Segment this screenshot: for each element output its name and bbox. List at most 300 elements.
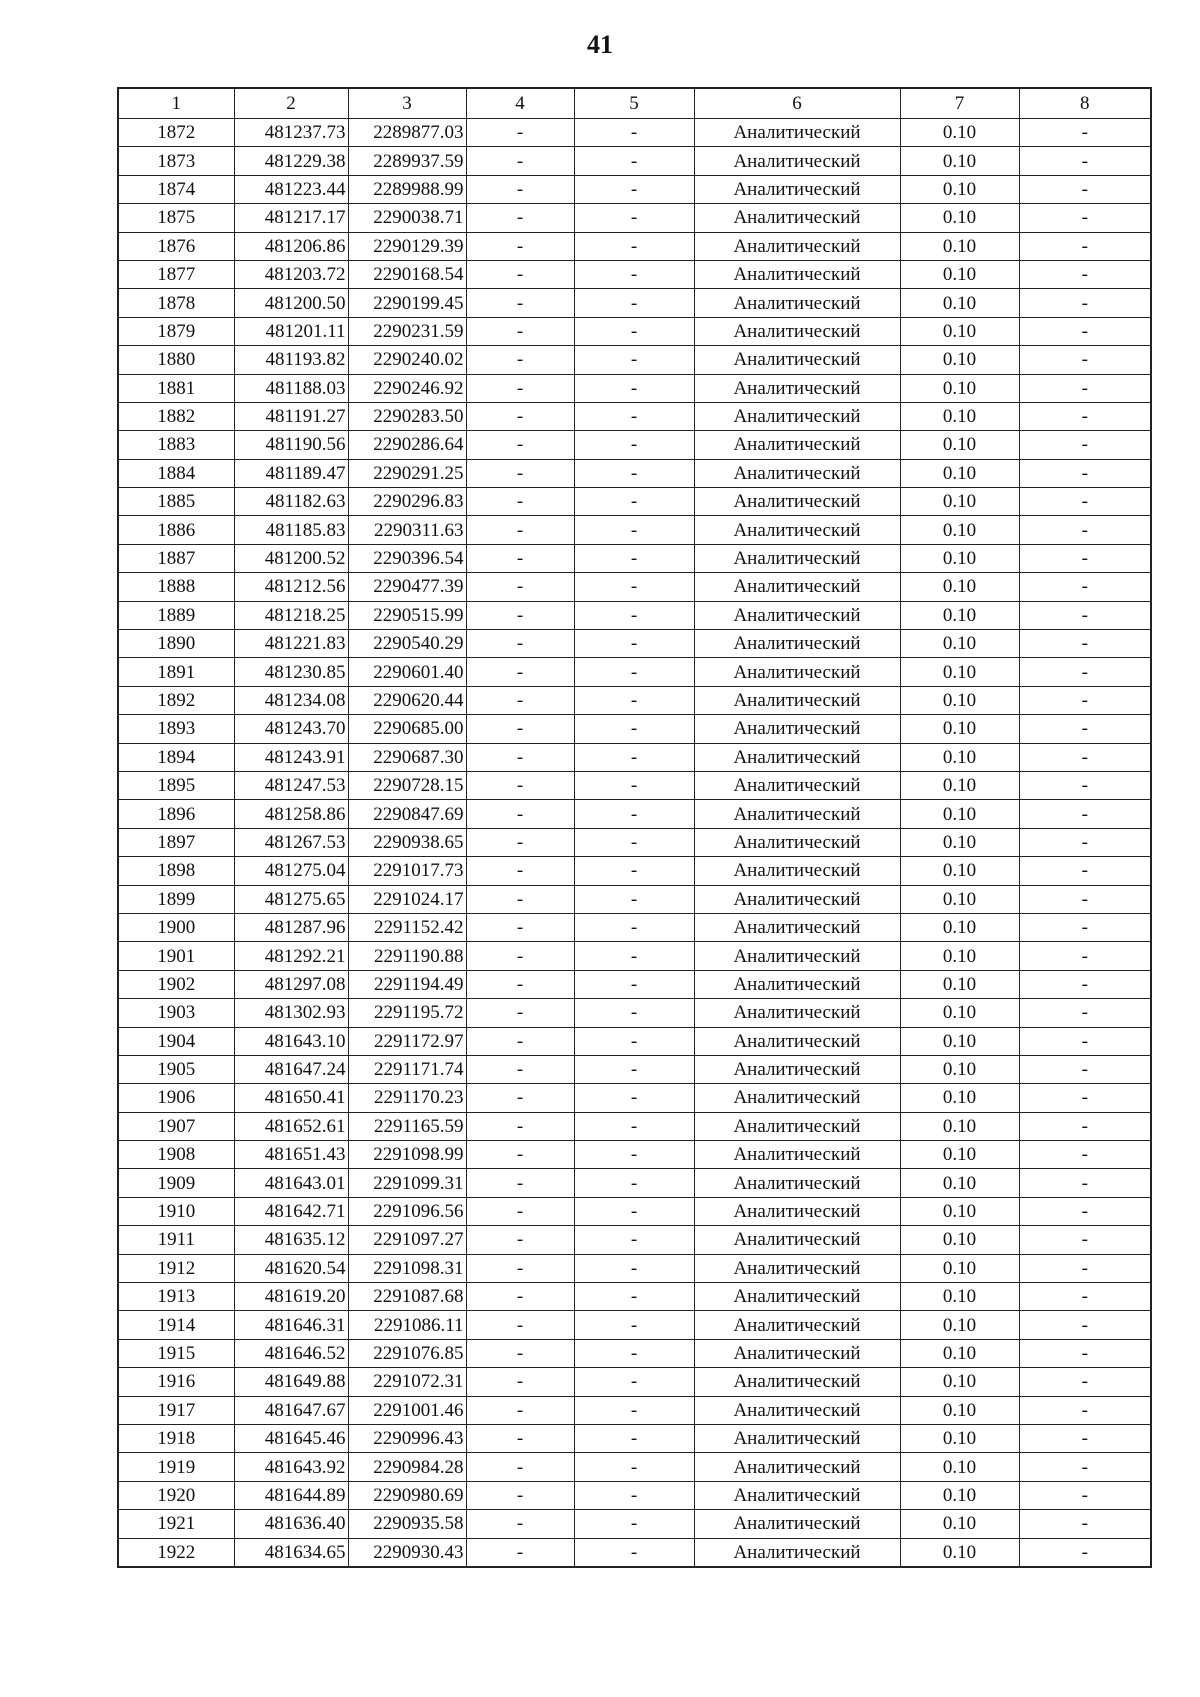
cell-point-number: 1922 — [118, 1538, 234, 1567]
cell-point-number: 1883 — [118, 431, 234, 459]
table-row — [118, 1283, 1151, 1311]
cell-point-number: 1901 — [118, 942, 234, 970]
cell-method: Аналитический — [694, 771, 900, 799]
cell-coord-x: 481201.11 — [234, 317, 348, 345]
cell-point-number: 1912 — [118, 1254, 234, 1282]
table-row — [118, 488, 1151, 516]
cell-point-number: 1880 — [118, 346, 234, 374]
cell-col-4: - — [466, 686, 574, 714]
cell-method: Аналитический — [694, 999, 900, 1027]
cell-accuracy: 0.10 — [900, 1027, 1019, 1055]
cell-coord-y: 2290231.59 — [348, 317, 466, 345]
cell-method: Аналитический — [694, 431, 900, 459]
cell-col-4: - — [466, 431, 574, 459]
cell-coord-x: 481243.91 — [234, 743, 348, 771]
cell-method: Аналитический — [694, 1311, 900, 1339]
cell-col-4: - — [466, 885, 574, 913]
cell-method: Аналитический — [694, 1339, 900, 1367]
cell-col-5: - — [574, 1283, 694, 1311]
cell-coord-x: 481191.27 — [234, 402, 348, 430]
cell-accuracy: 0.10 — [900, 999, 1019, 1027]
cell-coord-y: 2291072.31 — [348, 1368, 466, 1396]
cell-point-number: 1877 — [118, 260, 234, 288]
cell-coord-y: 2291098.31 — [348, 1254, 466, 1282]
table-row — [118, 1538, 1151, 1567]
cell-col-8: - — [1019, 175, 1151, 203]
table-row — [118, 431, 1151, 459]
column-header-1: 1 — [118, 88, 234, 119]
cell-point-number: 1921 — [118, 1510, 234, 1538]
cell-accuracy: 0.10 — [900, 828, 1019, 856]
cell-col-4: - — [466, 658, 574, 686]
cell-coord-x: 481645.46 — [234, 1424, 348, 1452]
cell-coord-x: 481200.52 — [234, 544, 348, 572]
cell-method: Аналитический — [694, 1084, 900, 1112]
cell-point-number: 1910 — [118, 1197, 234, 1225]
cell-accuracy: 0.10 — [900, 431, 1019, 459]
cell-point-number: 1902 — [118, 970, 234, 998]
table-row — [118, 459, 1151, 487]
cell-col-8: - — [1019, 431, 1151, 459]
cell-col-5: - — [574, 658, 694, 686]
cell-col-5: - — [574, 516, 694, 544]
cell-method: Аналитический — [694, 260, 900, 288]
cell-point-number: 1872 — [118, 119, 234, 147]
cell-coord-y: 2290296.83 — [348, 488, 466, 516]
cell-coord-x: 481234.08 — [234, 686, 348, 714]
column-header-3: 3 — [348, 88, 466, 119]
cell-col-8: - — [1019, 601, 1151, 629]
cell-coord-x: 481230.85 — [234, 658, 348, 686]
cell-coord-x: 481190.56 — [234, 431, 348, 459]
cell-coord-y: 2290540.29 — [348, 630, 466, 658]
cell-coord-y: 2290038.71 — [348, 204, 466, 232]
cell-accuracy: 0.10 — [900, 601, 1019, 629]
cell-col-8: - — [1019, 1510, 1151, 1538]
cell-col-5: - — [574, 374, 694, 402]
cell-col-5: - — [574, 913, 694, 941]
cell-coord-y: 2291097.27 — [348, 1226, 466, 1254]
cell-point-number: 1885 — [118, 488, 234, 516]
cell-coord-x: 481302.93 — [234, 999, 348, 1027]
cell-col-5: - — [574, 544, 694, 572]
cell-col-8: - — [1019, 1141, 1151, 1169]
cell-coord-x: 481292.21 — [234, 942, 348, 970]
cell-col-5: - — [574, 1538, 694, 1567]
cell-col-4: - — [466, 1368, 574, 1396]
coordinates-table — [117, 87, 1152, 1568]
table-row — [118, 374, 1151, 402]
cell-accuracy: 0.10 — [900, 573, 1019, 601]
cell-col-5: - — [574, 686, 694, 714]
column-header-8: 8 — [1019, 88, 1151, 119]
cell-coord-y: 2289937.59 — [348, 147, 466, 175]
cell-coord-x: 481643.92 — [234, 1453, 348, 1481]
cell-col-8: - — [1019, 204, 1151, 232]
cell-point-number: 1915 — [118, 1339, 234, 1367]
cell-method: Аналитический — [694, 317, 900, 345]
table-row — [118, 630, 1151, 658]
cell-col-4: - — [466, 1283, 574, 1311]
table-row — [118, 544, 1151, 572]
cell-accuracy: 0.10 — [900, 1339, 1019, 1367]
cell-col-5: - — [574, 488, 694, 516]
table-row — [118, 800, 1151, 828]
cell-method: Аналитический — [694, 516, 900, 544]
table-row — [118, 1424, 1151, 1452]
cell-method: Аналитический — [694, 658, 900, 686]
cell-col-8: - — [1019, 1481, 1151, 1509]
cell-col-5: - — [574, 885, 694, 913]
cell-accuracy: 0.10 — [900, 346, 1019, 374]
cell-method: Аналитический — [694, 1055, 900, 1083]
cell-method: Аналитический — [694, 147, 900, 175]
cell-col-8: - — [1019, 1396, 1151, 1424]
cell-col-8: - — [1019, 402, 1151, 430]
cell-col-8: - — [1019, 1084, 1151, 1112]
cell-coord-x: 481218.25 — [234, 601, 348, 629]
cell-coord-y: 2291172.97 — [348, 1027, 466, 1055]
cell-col-8: - — [1019, 715, 1151, 743]
cell-point-number: 1886 — [118, 516, 234, 544]
cell-col-5: - — [574, 1226, 694, 1254]
cell-accuracy: 0.10 — [900, 771, 1019, 799]
cell-coord-x: 481217.17 — [234, 204, 348, 232]
column-header-4: 4 — [466, 88, 574, 119]
cell-accuracy: 0.10 — [900, 630, 1019, 658]
cell-point-number: 1916 — [118, 1368, 234, 1396]
table-row — [118, 402, 1151, 430]
cell-method: Аналитический — [694, 402, 900, 430]
cell-method: Аналитический — [694, 1368, 900, 1396]
cell-col-8: - — [1019, 346, 1151, 374]
cell-coord-x: 481203.72 — [234, 260, 348, 288]
cell-accuracy: 0.10 — [900, 1311, 1019, 1339]
cell-accuracy: 0.10 — [900, 1538, 1019, 1567]
cell-method: Аналитический — [694, 544, 900, 572]
cell-col-4: - — [466, 1311, 574, 1339]
cell-accuracy: 0.10 — [900, 204, 1019, 232]
cell-col-4: - — [466, 402, 574, 430]
cell-point-number: 1893 — [118, 715, 234, 743]
cell-coord-y: 2291170.23 — [348, 1084, 466, 1112]
cell-col-8: - — [1019, 260, 1151, 288]
cell-col-4: - — [466, 488, 574, 516]
cell-coord-x: 481644.89 — [234, 1481, 348, 1509]
cell-method: Аналитический — [694, 1027, 900, 1055]
cell-method: Аналитический — [694, 715, 900, 743]
cell-method: Аналитический — [694, 1226, 900, 1254]
cell-coord-y: 2290129.39 — [348, 232, 466, 260]
cell-method: Аналитический — [694, 630, 900, 658]
cell-col-8: - — [1019, 1538, 1151, 1567]
cell-coord-y: 2291098.99 — [348, 1141, 466, 1169]
cell-col-5: - — [574, 289, 694, 317]
cell-col-8: - — [1019, 771, 1151, 799]
cell-col-5: - — [574, 1112, 694, 1140]
table-row — [118, 857, 1151, 885]
cell-coord-y: 2290685.00 — [348, 715, 466, 743]
cell-col-5: - — [574, 999, 694, 1027]
table-row — [118, 516, 1151, 544]
cell-col-4: - — [466, 913, 574, 941]
cell-accuracy: 0.10 — [900, 1226, 1019, 1254]
cell-col-4: - — [466, 800, 574, 828]
cell-col-5: - — [574, 1424, 694, 1452]
cell-method: Аналитический — [694, 1141, 900, 1169]
cell-col-8: - — [1019, 488, 1151, 516]
cell-coord-x: 481185.83 — [234, 516, 348, 544]
cell-method: Аналитический — [694, 601, 900, 629]
cell-col-8: - — [1019, 999, 1151, 1027]
table-row — [118, 346, 1151, 374]
cell-point-number: 1894 — [118, 743, 234, 771]
cell-coord-x: 481193.82 — [234, 346, 348, 374]
cell-accuracy: 0.10 — [900, 402, 1019, 430]
cell-accuracy: 0.10 — [900, 1396, 1019, 1424]
cell-col-4: - — [466, 743, 574, 771]
cell-method: Аналитический — [694, 1510, 900, 1538]
table-row — [118, 119, 1151, 147]
cell-col-5: - — [574, 1254, 694, 1282]
cell-coord-y: 2291087.68 — [348, 1283, 466, 1311]
cell-coord-x: 481287.96 — [234, 913, 348, 941]
cell-coord-y: 2290240.02 — [348, 346, 466, 374]
cell-coord-y: 2290930.43 — [348, 1538, 466, 1567]
cell-coord-y: 2291195.72 — [348, 999, 466, 1027]
cell-accuracy: 0.10 — [900, 1424, 1019, 1452]
cell-col-5: - — [574, 1055, 694, 1083]
cell-col-5: - — [574, 175, 694, 203]
table-row — [118, 1169, 1151, 1197]
cell-col-8: - — [1019, 828, 1151, 856]
cell-coord-y: 2290291.25 — [348, 459, 466, 487]
cell-col-5: - — [574, 771, 694, 799]
cell-accuracy: 0.10 — [900, 743, 1019, 771]
cell-point-number: 1919 — [118, 1453, 234, 1481]
cell-coord-y: 2290847.69 — [348, 800, 466, 828]
cell-col-5: - — [574, 1141, 694, 1169]
cell-accuracy: 0.10 — [900, 317, 1019, 345]
cell-col-4: - — [466, 289, 574, 317]
cell-accuracy: 0.10 — [900, 1453, 1019, 1481]
cell-col-8: - — [1019, 232, 1151, 260]
table-header-row — [118, 88, 1151, 119]
cell-point-number: 1896 — [118, 800, 234, 828]
cell-coord-y: 2290984.28 — [348, 1453, 466, 1481]
cell-col-5: - — [574, 1510, 694, 1538]
cell-col-5: - — [574, 1396, 694, 1424]
cell-point-number: 1913 — [118, 1283, 234, 1311]
cell-point-number: 1873 — [118, 147, 234, 175]
cell-col-4: - — [466, 1141, 574, 1169]
cell-col-4: - — [466, 1084, 574, 1112]
cell-col-5: - — [574, 942, 694, 970]
table-row — [118, 573, 1151, 601]
cell-col-4: - — [466, 771, 574, 799]
cell-col-4: - — [466, 1510, 574, 1538]
cell-coord-x: 481634.65 — [234, 1538, 348, 1567]
cell-coord-x: 481643.10 — [234, 1027, 348, 1055]
cell-coord-y: 2289877.03 — [348, 119, 466, 147]
cell-coord-y: 2291194.49 — [348, 970, 466, 998]
cell-method: Аналитический — [694, 1453, 900, 1481]
cell-col-8: - — [1019, 913, 1151, 941]
cell-col-8: - — [1019, 970, 1151, 998]
cell-method: Аналитический — [694, 289, 900, 317]
page-number: 41 — [587, 30, 613, 59]
cell-col-4: - — [466, 1226, 574, 1254]
cell-col-8: - — [1019, 1254, 1151, 1282]
cell-accuracy: 0.10 — [900, 686, 1019, 714]
cell-coord-y: 2291086.11 — [348, 1311, 466, 1339]
cell-coord-x: 481647.24 — [234, 1055, 348, 1083]
cell-point-number: 1881 — [118, 374, 234, 402]
table-row — [118, 1084, 1151, 1112]
cell-coord-x: 481221.83 — [234, 630, 348, 658]
cell-method: Аналитический — [694, 204, 900, 232]
cell-accuracy: 0.10 — [900, 459, 1019, 487]
cell-col-8: - — [1019, 1055, 1151, 1083]
cell-coord-y: 2290477.39 — [348, 573, 466, 601]
cell-accuracy: 0.10 — [900, 1254, 1019, 1282]
cell-method: Аналитический — [694, 1112, 900, 1140]
cell-accuracy: 0.10 — [900, 175, 1019, 203]
cell-accuracy: 0.10 — [900, 857, 1019, 885]
cell-coord-y: 2291165.59 — [348, 1112, 466, 1140]
cell-point-number: 1899 — [118, 885, 234, 913]
cell-point-number: 1918 — [118, 1424, 234, 1452]
cell-point-number: 1887 — [118, 544, 234, 572]
cell-method: Аналитический — [694, 686, 900, 714]
column-header-6: 6 — [694, 88, 900, 119]
cell-coord-x: 481223.44 — [234, 175, 348, 203]
cell-point-number: 1914 — [118, 1311, 234, 1339]
cell-point-number: 1876 — [118, 232, 234, 260]
cell-point-number: 1911 — [118, 1226, 234, 1254]
cell-col-5: - — [574, 715, 694, 743]
cell-coord-x: 481267.53 — [234, 828, 348, 856]
cell-accuracy: 0.10 — [900, 1481, 1019, 1509]
table-row — [118, 743, 1151, 771]
cell-coord-y: 2291024.17 — [348, 885, 466, 913]
table-row — [118, 1197, 1151, 1225]
cell-col-4: - — [466, 374, 574, 402]
cell-coord-x: 481275.04 — [234, 857, 348, 885]
table-row — [118, 686, 1151, 714]
cell-col-8: - — [1019, 658, 1151, 686]
cell-point-number: 1920 — [118, 1481, 234, 1509]
table-row — [118, 1254, 1151, 1282]
cell-accuracy: 0.10 — [900, 544, 1019, 572]
cell-accuracy: 0.10 — [900, 1112, 1019, 1140]
cell-method: Аналитический — [694, 1396, 900, 1424]
cell-col-5: - — [574, 970, 694, 998]
cell-accuracy: 0.10 — [900, 119, 1019, 147]
table-row — [118, 970, 1151, 998]
cell-col-5: - — [574, 743, 694, 771]
cell-coord-x: 481650.41 — [234, 1084, 348, 1112]
cell-col-5: - — [574, 857, 694, 885]
cell-point-number: 1891 — [118, 658, 234, 686]
cell-point-number: 1909 — [118, 1169, 234, 1197]
cell-col-5: - — [574, 147, 694, 175]
cell-point-number: 1917 — [118, 1396, 234, 1424]
cell-col-8: - — [1019, 857, 1151, 885]
cell-col-5: - — [574, 317, 694, 345]
cell-accuracy: 0.10 — [900, 970, 1019, 998]
cell-col-8: - — [1019, 573, 1151, 601]
cell-col-4: - — [466, 175, 574, 203]
cell-coord-y: 2290286.64 — [348, 431, 466, 459]
cell-coord-y: 2291001.46 — [348, 1396, 466, 1424]
cell-accuracy: 0.10 — [900, 1510, 1019, 1538]
table-row — [118, 885, 1151, 913]
cell-col-5: - — [574, 346, 694, 374]
cell-col-8: - — [1019, 1226, 1151, 1254]
table-row — [118, 1226, 1151, 1254]
table-row — [118, 1339, 1151, 1367]
cell-col-8: - — [1019, 147, 1151, 175]
table-row — [118, 232, 1151, 260]
cell-coord-x: 481188.03 — [234, 374, 348, 402]
cell-point-number: 1906 — [118, 1084, 234, 1112]
cell-col-5: - — [574, 459, 694, 487]
cell-coord-x: 481619.20 — [234, 1283, 348, 1311]
cell-accuracy: 0.10 — [900, 942, 1019, 970]
cell-col-8: - — [1019, 942, 1151, 970]
cell-method: Аналитический — [694, 857, 900, 885]
cell-method: Аналитический — [694, 232, 900, 260]
cell-col-5: - — [574, 800, 694, 828]
table-row — [118, 1368, 1151, 1396]
cell-method: Аналитический — [694, 175, 900, 203]
cell-accuracy: 0.10 — [900, 1084, 1019, 1112]
cell-point-number: 1907 — [118, 1112, 234, 1140]
cell-point-number: 1882 — [118, 402, 234, 430]
cell-col-4: - — [466, 147, 574, 175]
cell-col-5: - — [574, 828, 694, 856]
cell-method: Аналитический — [694, 970, 900, 998]
cell-coord-y: 2290938.65 — [348, 828, 466, 856]
cell-coord-x: 481200.50 — [234, 289, 348, 317]
cell-coord-x: 481275.65 — [234, 885, 348, 913]
table-row — [118, 1453, 1151, 1481]
cell-col-4: - — [466, 119, 574, 147]
table-row — [118, 1112, 1151, 1140]
table-row — [118, 289, 1151, 317]
cell-accuracy: 0.10 — [900, 715, 1019, 743]
cell-coord-y: 2290311.63 — [348, 516, 466, 544]
cell-col-8: - — [1019, 885, 1151, 913]
cell-col-4: - — [466, 1396, 574, 1424]
cell-point-number: 1879 — [118, 317, 234, 345]
cell-col-8: - — [1019, 1197, 1151, 1225]
cell-accuracy: 0.10 — [900, 1169, 1019, 1197]
cell-col-4: - — [466, 1453, 574, 1481]
cell-point-number: 1884 — [118, 459, 234, 487]
cell-col-4: - — [466, 857, 574, 885]
cell-point-number: 1895 — [118, 771, 234, 799]
cell-col-4: - — [466, 942, 574, 970]
cell-method: Аналитический — [694, 1254, 900, 1282]
cell-accuracy: 0.10 — [900, 1141, 1019, 1169]
cell-coord-y: 2290246.92 — [348, 374, 466, 402]
cell-col-4: - — [466, 1481, 574, 1509]
column-header-2: 2 — [234, 88, 348, 119]
table-row — [118, 771, 1151, 799]
cell-method: Аналитический — [694, 743, 900, 771]
